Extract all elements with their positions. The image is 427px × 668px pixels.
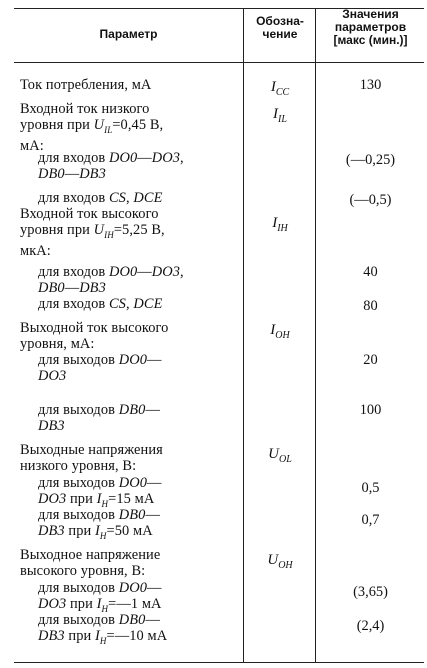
parameter-text: для выходов DB0— DB3 при $I_H=50$ мА <box>38 507 160 541</box>
parameter-symbol: $I_{IL}$ <box>273 106 287 125</box>
parameter-text: Входной ток высокого уровня при $U_{IH}=5,25$ В, мкА: <box>20 206 165 259</box>
parameter-text: для входов DO0—DO3, DB0—DB3 <box>38 150 184 182</box>
parameter-text: для выходов DO0— DO3 <box>38 352 162 384</box>
header-symbol: Обозна- чение <box>256 14 304 41</box>
parameter-symbol: $I_{CC}$ <box>270 79 290 98</box>
parameter-text: для входов CS, DCE <box>38 296 163 312</box>
column-divider <box>315 8 316 662</box>
parameter-text: для входов CS, DCE <box>38 190 163 206</box>
parameter-value: (—0,25) <box>345 152 396 168</box>
parameter-value: 20 <box>363 352 378 368</box>
parameter-text: Ток потребления, мА <box>20 77 152 93</box>
parameter-value: 130 <box>359 77 382 93</box>
header-value: Значения параметров [макс (мин.)] <box>333 7 408 47</box>
parameter-value: 40 <box>363 264 378 280</box>
parameter-text: Выходной ток высокого уровня, мА: <box>20 320 169 352</box>
parameter-value: 0,7 <box>361 512 380 528</box>
parameter-symbol: $U_{OL}$ <box>268 446 292 465</box>
parameter-symbol: $I_{IH}$ <box>272 215 288 234</box>
parameter-value: (2,4) <box>356 618 385 634</box>
column-divider <box>243 8 244 662</box>
table-header-rule <box>14 62 424 63</box>
parameter-text: Выходное напряжение высокого уровня, В: <box>20 547 161 579</box>
parameter-symbol: $U_{OH}$ <box>267 552 293 571</box>
parameter-text: для выходов DO0— DO3 при $I_H=15$ мА <box>38 475 162 509</box>
parameter-value: 80 <box>363 298 378 314</box>
parameter-value: (—0,5) <box>349 192 392 208</box>
parameter-text: для выходов DB0— DB3 при $I_H=—10$ мА <box>38 612 168 646</box>
parameter-symbol: $I_{OH}$ <box>270 322 290 341</box>
parameter-text: для выходов DB0— DB3 <box>38 402 160 434</box>
parameter-value: 0,5 <box>361 480 380 496</box>
parameter-value: (3,65) <box>353 584 388 600</box>
parameter-value: 100 <box>359 402 382 418</box>
parameter-text: Выходные напряжения низкого уровня, В: <box>20 442 163 474</box>
parameter-text: для выходов DO0— DO3 при $I_H=—1$ мА <box>38 580 162 614</box>
table-bottom-rule <box>14 662 424 663</box>
parameter-text: Входной ток низкого уровня при $U_{IL}=0,45$ В, мА: <box>20 101 164 154</box>
parameter-text: для входов DO0—DO3, DB0—DB3 <box>38 264 184 296</box>
header-parameter: Параметр <box>99 27 158 41</box>
